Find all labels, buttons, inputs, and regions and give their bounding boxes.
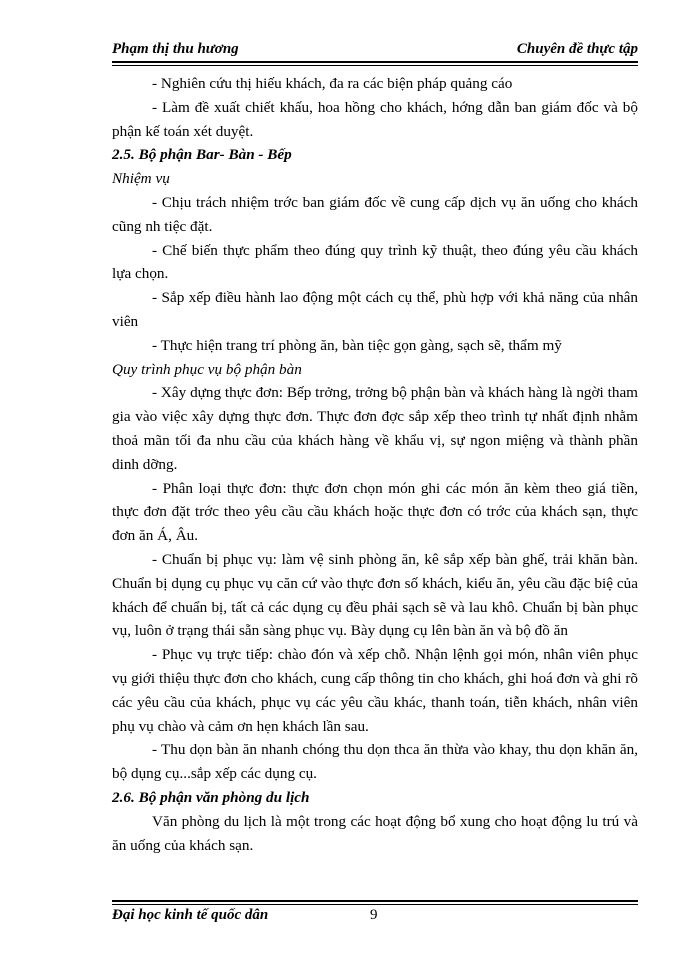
section-heading: 2.5. Bộ phận Bar- Bàn - Bếp xyxy=(112,146,292,164)
paragraph: - Chịu trách nhiệm trớc ban giám đốc về cung cấp dịch vụ ăn uống cho khách cũng nh tiệc đặt. xyxy=(112,193,638,235)
footer-rule xyxy=(112,900,638,902)
paragraph: Văn phòng du lịch là một trong các hoạt động bổ xung cho hoạt động lu trú và ăn uống của khách sạn. xyxy=(112,812,638,854)
subheading: Quy trình phục vụ bộ phận bàn xyxy=(112,360,302,378)
page-number: 9 xyxy=(370,907,378,923)
paragraph: - Làm đề xuất chiết khấu, hoa hồng cho khách, hớng dẫn ban giám đốc và bộ phận kế toán xét duyệt. xyxy=(112,98,638,140)
subheading: Nhiệm vụ xyxy=(112,170,170,188)
header-title: Chuyên đề thực tập xyxy=(516,41,638,57)
document-body xyxy=(112,72,638,857)
paragraph: - Chế biến thực phẩm theo đúng quy trình kỹ thuật, theo đúng yêu cầu khách lựa chọn. xyxy=(112,241,638,283)
paragraph: - Sắp xếp điều hành lao động một cách cụ thể, phù hợp với khả năng của nhân viên xyxy=(112,289,638,330)
header-rule-thin xyxy=(112,65,638,66)
page-header xyxy=(112,40,638,62)
footer-institution: Đại học kinh tế quốc dân xyxy=(112,907,269,923)
paragraph: - Nghiên cứu thị hiếu khách, đa ra các biện pháp quảng cáo xyxy=(152,75,513,92)
paragraph: - Thu dọn bàn ăn nhanh chóng thu dọn thca ăn thừa vào khay, thu dọn khăn ăn, bộ dụng cụ...sắp xếp các dụng cụ. xyxy=(112,741,638,783)
paragraph: - Xây dựng thực đơn: Bếp trởng, trởng bộ phận bàn và khách hàng là ngời tham gia vào việc xây dựng thực đơn. Thực đơn đợc sắp xếp theo trình tự nhất định nhằm thoả mãn tối đa nhu cầu của khách hàng về khẩu vị, sự ngon miệng và thành phần dinh dỡng. xyxy=(112,384,638,473)
paragraph: - Phân loại thực đơn: thực đơn chọn món ghi các món ăn kèm theo giá tiền, thực đơn đặt trớc theo yêu cầu cầu khách hoặc thực đơn có trớc của khách sạn, thực đơn ăn Á, Âu. xyxy=(112,479,638,545)
header-rule xyxy=(112,61,638,63)
page-footer xyxy=(112,906,638,926)
header-author: Phạm thị thu hương xyxy=(112,41,239,57)
paragraph: - Phục vụ trực tiếp: chào đón và xếp chỗ. Nhận lệnh gọi món, nhân viên phục vụ giới thiệu thực đơn cho khách, cung cấp thông tin cho khách, ghi hoá đơn và ghi rõ các yêu cầu của khách, phục vụ các yêu cầu khác, thanh toán, tiễn khách, nhân viên phụ vụ chào và cảm ơn hẹn khách lần sau. xyxy=(112,646,638,735)
paragraph: - Chuẩn bị phục vụ: làm vệ sinh phòng ăn, kê sắp xếp bàn ghế, trải khăn bàn. Chuẩn bị dụng cụ phục vụ căn cứ vào thực đơn số khách, kiểu ăn, yêu cầu đặc biệ của khách để chuẩn bị, tất cả các dụng cụ đều phải sạch sẽ và lau khô. Chuẩn bị bàn phục vụ, luôn ở trạng thái sẵn sàng phục vụ. Bày dụng cụ lên bàn ăn và bộ đồ ăn xyxy=(112,550,638,640)
paragraph: - Thực hiện trang trí phòng ăn, bàn tiệc gọn gàng, sạch sẽ, thẩm mỹ xyxy=(152,336,562,354)
footer-rule-thin xyxy=(112,904,638,905)
section-heading: 2.6. Bộ phận văn phòng du lịch xyxy=(112,788,310,806)
